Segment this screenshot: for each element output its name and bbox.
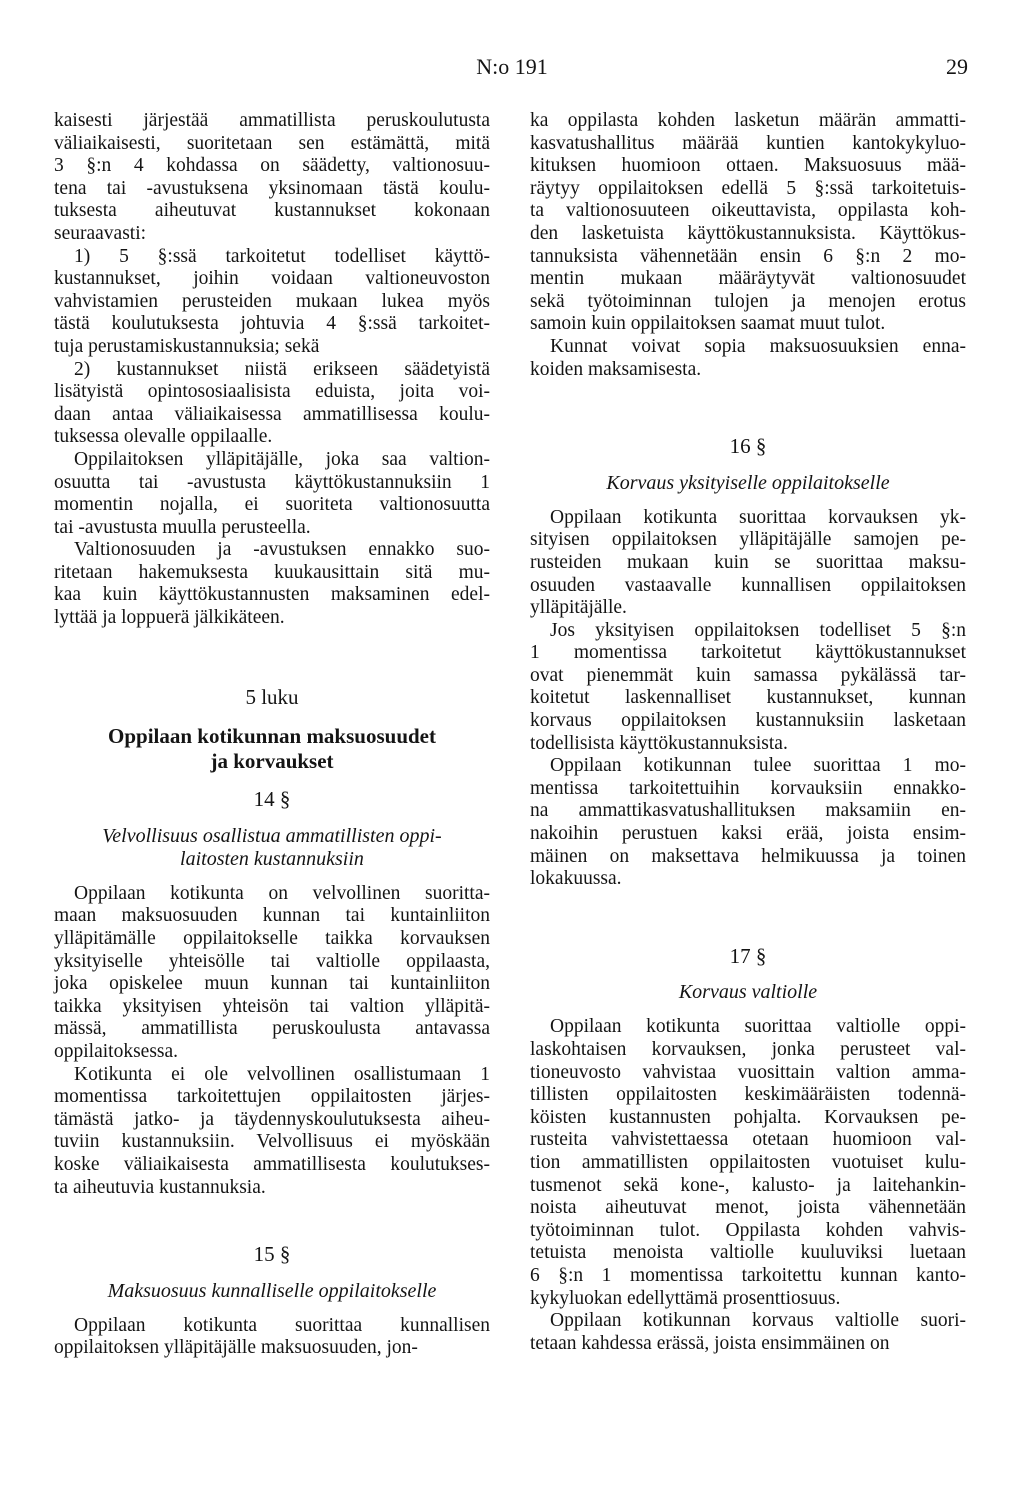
text-line: samoin kuin oppilaitoksen saamat muut tulot. xyxy=(530,313,886,335)
text-line: seuraavasti: xyxy=(54,222,147,244)
text-line: tuviin kustannuksiin. Velvollisuus ei myöskään xyxy=(54,1131,490,1153)
text-line: lisätyistä opintososiaalisista eduista, joita voi- xyxy=(54,381,490,403)
chapter-title-line-1: Oppilaan kotikunnan maksuosuudet xyxy=(108,724,436,749)
text-line: yksityiselle yhteisölle tai valtiolle oppilaasta, xyxy=(54,950,490,972)
section-17-paragraph-1 xyxy=(530,1016,966,1310)
text-line: koiden maksamisesta. xyxy=(530,358,702,380)
text-line: 6 §:n 1 momentissa tarkoitettu kunnan kanto- xyxy=(530,1264,966,1286)
paragraph-3 xyxy=(54,539,490,629)
section-16-paragraph-2 xyxy=(530,620,966,756)
text-line: oppilaitoksessa. xyxy=(54,1041,179,1062)
section-14-title xyxy=(54,825,490,871)
text-line: 1) 5 §:ssä tarkoitetut todelliset käyttö- xyxy=(74,245,490,267)
text-line: sityisen oppilaitoksen ylläpitäjälle samojen pe- xyxy=(530,529,966,551)
text-line: taikka yksityisen yhteisön tai valtion ylläpitä- xyxy=(54,995,490,1017)
text-line: Kotikunta ei ole velvollinen osallistumaan 1 xyxy=(74,1063,490,1085)
text-line: Oppilaan kotikunnan tulee suorittaa 1 mo- xyxy=(550,755,966,777)
chapter-title-line-2: ja korvaukset xyxy=(210,749,334,774)
text-line: Oppilaan kotikunta suorittaa valtiolle oppi- xyxy=(550,1016,966,1038)
text-line: korvaus oppilaitoksen kustannuksiin lasketaan xyxy=(530,710,966,732)
text-line: 1 momentissa tarkoitetut käyttökustannukset xyxy=(530,642,966,664)
text-line: tetaan kahdessa erässä, joista ensimmäinen on xyxy=(530,1332,890,1354)
section-16-number: 16 § xyxy=(729,434,767,459)
continued-paragraph-2 xyxy=(530,336,966,381)
section-14-title-line-2: laitosten kustannuksiin xyxy=(180,847,364,870)
text-line: tillisten oppilaitosten keskimääräisten todennä- xyxy=(530,1084,966,1106)
text-line: tai -avustusta muulla perusteella. xyxy=(54,516,311,538)
text-line: vahvistamien perusteiden mukaan lukea myös xyxy=(54,290,490,312)
list-item-2 xyxy=(54,359,490,449)
text-line: tannuksista vähennetään ensin 6 §:n 2 mo- xyxy=(530,245,966,267)
text-line: ovat pienemmät kuin samassa pykälässä tar- xyxy=(530,664,966,686)
text-line: Kunnat voivat sopia maksuosuuksien enna- xyxy=(550,335,966,357)
section-14-number: 14 § xyxy=(253,787,291,812)
page-header xyxy=(0,54,1024,90)
text-line: tästä koulutuksesta johtuvia 4 §:ssä tarkoitet- xyxy=(54,313,490,335)
continued-paragraph xyxy=(530,110,966,336)
text-line: momentin nojalla, ei suoriteta valtionosuutta xyxy=(54,494,490,516)
text-line: sekä työtoiminnan tulojen ja menojen erotus xyxy=(530,290,966,312)
text-line: köisten kustannusten pohjalta. Korvauksen pe- xyxy=(530,1106,966,1128)
right-column xyxy=(530,110,966,1355)
text-line: työtoiminnan tulot. Oppilasta kohden vahvis- xyxy=(530,1219,966,1241)
text-line: tuksessa olevalle oppilaalle. xyxy=(54,426,273,448)
text-line: räytyy oppilaitoksen edellä 5 §:ssä tarkoitetuis- xyxy=(530,177,966,199)
text-line: maan maksuosuuden kunnan tai kuntainliiton xyxy=(54,905,490,927)
text-line: mässä, ammatillista peruskoulusta antavassa xyxy=(54,1018,490,1040)
text-line: Jos yksityisen oppilaitoksen todelliset 5 §:n xyxy=(550,619,966,641)
list-item-1 xyxy=(54,246,490,359)
text-line: kykyluokan edellyttämä prosenttiosuus. xyxy=(530,1287,841,1309)
text-line: ta aiheutuvia kustannuksia. xyxy=(54,1176,266,1198)
text-line: mentissa tarkoitettuihin korvauksiin ennakko- xyxy=(530,777,966,799)
text-line: Oppilaan kotikunta suorittaa kunnallisen xyxy=(74,1314,490,1336)
text-line: laskohtaisen korvauksen, jonka perusteet val- xyxy=(530,1039,966,1060)
text-line: ta valtionosuuteen oikeuttavista, oppilasta koh- xyxy=(530,200,966,222)
text-line: tetuista menoista valtiolle kuuluviksi luetaan xyxy=(530,1242,966,1264)
section-14-paragraph-2 xyxy=(54,1064,490,1200)
text-line: koitetut laskennalliset kustannukset, kunnan xyxy=(530,687,966,709)
text-line: tioneuvosto vahvistaa vuosittain valtion amma- xyxy=(530,1061,966,1083)
section-17-number: 17 § xyxy=(729,943,767,968)
section-15-title: Maksuosuus kunnalliselle oppilaitokselle xyxy=(107,1279,437,1302)
section-15-number: 15 § xyxy=(253,1242,291,1267)
chapter-label: 5 luku xyxy=(245,684,299,709)
section-16-title: Korvaus yksityiselle oppilaitokselle xyxy=(606,471,890,494)
text-line: kaa kuin käyttökustannusten maksaminen edel- xyxy=(54,584,490,606)
text-line: Valtionosuuden ja -avustuksen ennakko suo- xyxy=(74,539,490,561)
text-line: Oppilaan kotikunta suorittaa korvauksen yk- xyxy=(550,506,966,528)
text-line: kasvatushallitus määrää kuntien kantokykyluo- xyxy=(530,132,966,154)
text-line: tion ammatillisten oppilaitosten vuotuiset kulu- xyxy=(530,1151,966,1173)
text-line: joka opiskelee muun kunnan tai kuntainliiton xyxy=(54,973,490,995)
text-line: ka oppilasta kohden lasketun määrän ammatti- xyxy=(530,110,966,131)
section-16-paragraph-3 xyxy=(530,755,966,891)
intro-paragraph xyxy=(54,110,490,246)
left-column xyxy=(54,110,490,1360)
text-line: tämästä jatko- ja täydennyskoulutuksesta aiheu- xyxy=(54,1108,490,1130)
text-line: na ammattikasvatushallituksen maksamiin en- xyxy=(530,800,966,822)
text-line: tuja perustamiskustannuksia; sekä xyxy=(54,335,320,357)
text-line: oppilaitoksen ylläpitäjälle maksuosuuden, jon- xyxy=(54,1337,418,1359)
text-line: osuutta tai -avustusta käyttökustannuksiin 1 xyxy=(54,471,490,493)
text-line: kituksen huomioon ottaen. Maksuosuus mää- xyxy=(530,155,966,177)
text-line: ylläpitäjälle. xyxy=(530,597,627,619)
text-line: noista aiheutuvat menot, joista vähennetään xyxy=(530,1197,966,1219)
text-line: rusteita vahvistettaessa otetaan huomioon val- xyxy=(530,1129,966,1151)
text-line: osuuden vastaavalle kunnallisen oppilaitoksen xyxy=(530,574,966,596)
text-line: nakoihin perustuen kaksi erää, joista ensim- xyxy=(530,823,966,845)
section-17-title: Korvaus valtiolle xyxy=(678,981,818,1004)
text-line: todellisista käyttökustannuksista. xyxy=(530,732,788,754)
section-15-paragraph-1 xyxy=(54,1315,490,1360)
text-line: tusmenot sekä kone-, kalusto- ja laitehankin- xyxy=(530,1174,966,1196)
text-line: ylläpitämälle oppilaitokselle taikka korvauksen xyxy=(54,928,490,950)
text-line: mäinen on maksettava helmikuussa ja toinen xyxy=(530,845,966,867)
text-line: kustannukset, joihin voidaan valtioneuvoston xyxy=(54,268,490,290)
chapter-title xyxy=(54,724,490,774)
text-line: koske väliaikaisesta ammatillisesta koulutukses- xyxy=(54,1153,490,1175)
text-line: ritetaan hakemuksesta kuukausittain sitä mu- xyxy=(54,561,490,583)
text-line: kaisesti järjestää ammatillista peruskoulutusta xyxy=(54,110,490,131)
text-line: daan antaa väliaikaisessa ammatillisessa koulu- xyxy=(54,403,490,425)
text-line: lyttää ja loppuerä jälkikäteen. xyxy=(54,607,285,629)
text-line: tuksesta aiheutuvat kustannukset kokonaan xyxy=(54,200,490,222)
text-line: 3 §:n 4 kohdassa on säädetty, valtionosuu- xyxy=(54,155,490,177)
text-line: Oppilaan kotikunta on velvollinen suoritta- xyxy=(74,882,490,904)
text-line: 2) kustannukset niistä erikseen säädetyistä xyxy=(74,358,490,380)
text-line: Oppilaan kotikunnan korvaus valtiolle suori- xyxy=(550,1310,966,1332)
text-line: tena tai -avustuksena yksinomaan tästä koulu- xyxy=(54,177,490,199)
text-line: lokakuussa. xyxy=(530,868,622,890)
section-16-paragraph-1 xyxy=(530,507,966,620)
paragraph-2 xyxy=(54,449,490,539)
section-14-paragraph-1 xyxy=(54,883,490,1064)
text-line: väliaikaisesti, suoritetaan sen estämättä, mitä xyxy=(54,132,490,154)
section-14-title-line-1: Velvollisuus osallistua ammatillisten oppi- xyxy=(102,824,442,847)
section-17-paragraph-2 xyxy=(530,1310,966,1355)
statute-number: N:o 191 xyxy=(476,54,548,79)
text-line: rusteiden mukaan kuin se suorittaa maksu- xyxy=(530,551,966,573)
text-line: den lasketuista käyttökustannuksista. Käyttökus- xyxy=(530,222,966,244)
text-line: mentin mukaan määräytyvät valtionosuudet xyxy=(530,268,966,290)
text-line: Oppilaitoksen ylläpitäjälle, joka saa valtion- xyxy=(74,448,490,470)
text-line: momentissa tarkoitettujen oppilaitosten järjes- xyxy=(54,1086,490,1108)
page-number: 29 xyxy=(946,54,968,79)
